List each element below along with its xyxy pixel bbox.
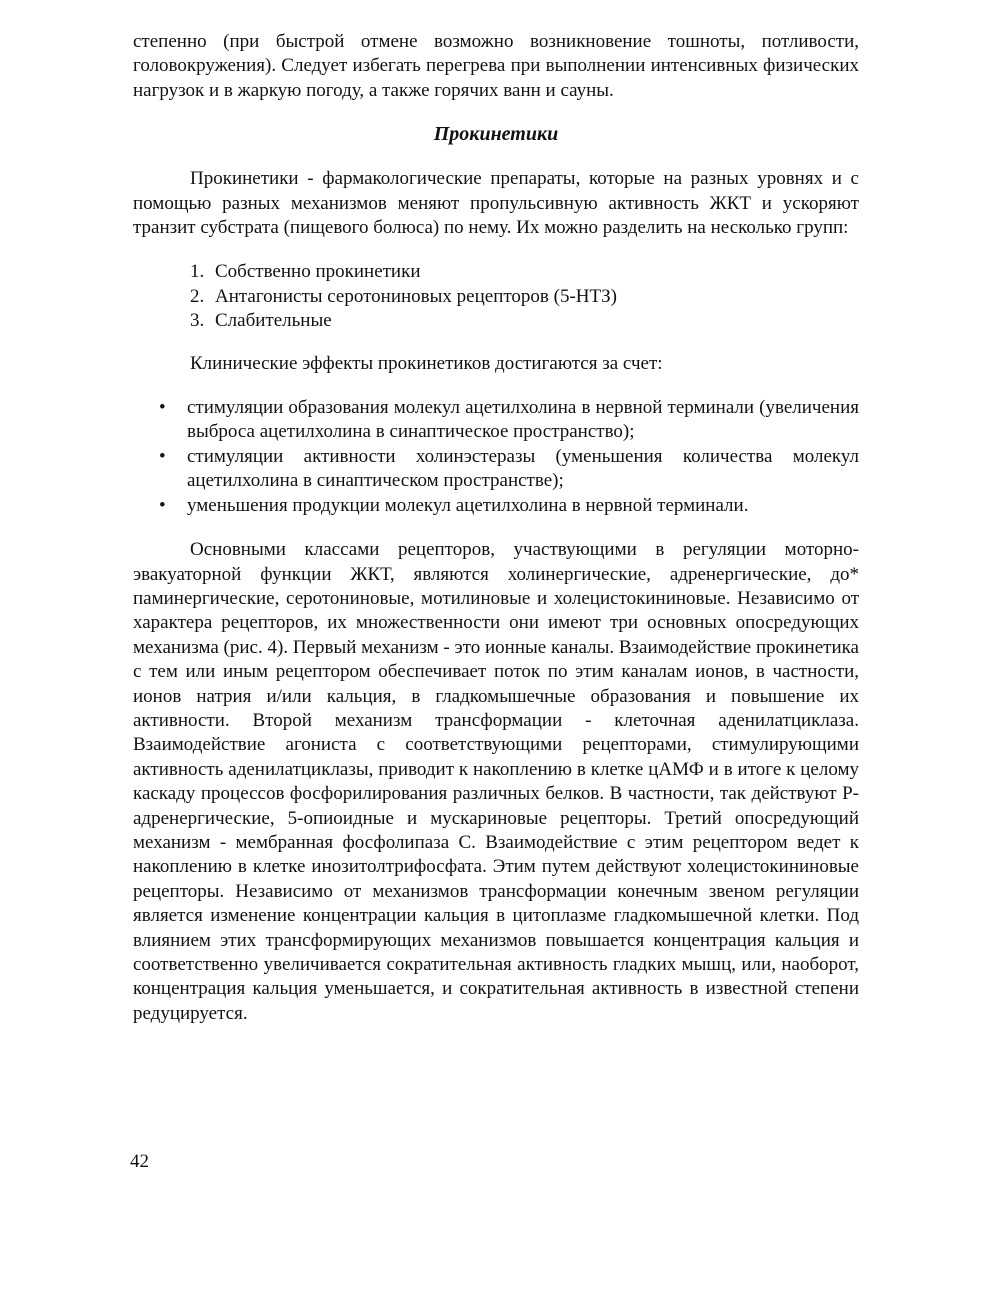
bullet-icon: • (159, 397, 166, 419)
effects-list (133, 396, 859, 518)
list-item-number: 2. (190, 285, 205, 307)
list-item-text: уменьшения продукции молекул ацетилхолина в нервной терминали. (187, 494, 749, 516)
page-content (133, 30, 859, 1026)
main-paragraph: Основными классами рецепторов, участвующими в регуляции моторно-эвакуаторной функции ЖКТ, являются холинергические, адренергические, до* паминергические, серотониновые, мотилиновые и холецистокининовые. Независимо от характера рецепторов, их множественности они имеют три основных опосредующих механизма (рис. 4). Первый механизм - это ионные каналы. Взаимодействие прокинетика с тем или иным рецептором обеспечивает поток по этим каналам ионов, в частности, ионов натрия и/или кальция, в гладкомышечные образования и повышение их активности. Второй механизм трансформации - клеточная аденилатциклаза. Взаимодействие агониста с соответствующими рецепторами, стимулирующими активность аденилатциклазы, приводит к накоплению в клетке цАМФ и в итоге к целому каскаду процессов фосфорилирования различных белков. В частности, так действуют Р-адренергические, 5-опиоидные и мускариновые рецепторы. Третий опосредующий механизм - мембранная фосфолипаза С. Взаимодействие с этим рецептором ведет к накоплению в клетке инозитолтрифосфата. Этим путем действуют холецистокининовые рецепторы. Независимо от механизмов трансформации конечным звеном регуляции является изменение концентрации кальция в цитоплазме гладкомышечной клетки. Под влиянием этих трансформирующих механизмов повышается концентрация кальция и соответственно увеличивается сократительная активность гладких мышц, или, наоборот, концентрация кальция уменьшается, и сократительная активность в известной степени редуцируется. (133, 539, 859, 1024)
top-paragraph: степенно (при быстрой отмене возможно возникновение тошноты, потливости, головокружения). Следует избегать перегрева при выполнении интенсивных физических нагрузок и в жаркую погоду, а также горячих ванн и сауны. (133, 31, 859, 101)
list-item (133, 494, 859, 518)
list-item (190, 260, 859, 284)
page-number: 42 (130, 1151, 149, 1172)
list-item-text: стимуляции активности холинэстеразы (уменьшения количества молекул ацетилхолина в синаптическом пространстве); (187, 445, 859, 492)
list-item-number: 1. (190, 261, 205, 283)
list-item (133, 445, 859, 494)
section-title: Прокинетики (433, 123, 559, 146)
list-item-text: Антагонисты серотониновых рецепторов (5-НТЗ) (215, 285, 617, 307)
groups-list (133, 260, 859, 333)
list-item-text: стимуляции образования молекул ацетилхолина в нервной терминали (увеличения выброса ацетилхолина в синаптическое пространство); (187, 397, 859, 443)
bullet-icon: • (159, 445, 166, 467)
list-item (190, 285, 859, 309)
list-item-text: Слабительные (215, 310, 332, 332)
intro-paragraph: Прокинетики - фармакологические препараты, которые на разных уровнях и с помощью разных механизмов меняют пропульсивную активность ЖКТ и ускоряют транзит субстрата (пищевого болюса) по нему. Их можно разделить на несколько групп: (133, 168, 859, 239)
list-item-text: Собственно прокинетики (215, 261, 421, 283)
list-item-number: 3. (190, 310, 205, 332)
effects-intro: Клинические эффекты прокинетиков достигаются за счет: (190, 352, 663, 374)
list-item (190, 309, 859, 333)
bullet-icon: • (159, 494, 166, 516)
list-item (133, 396, 859, 445)
